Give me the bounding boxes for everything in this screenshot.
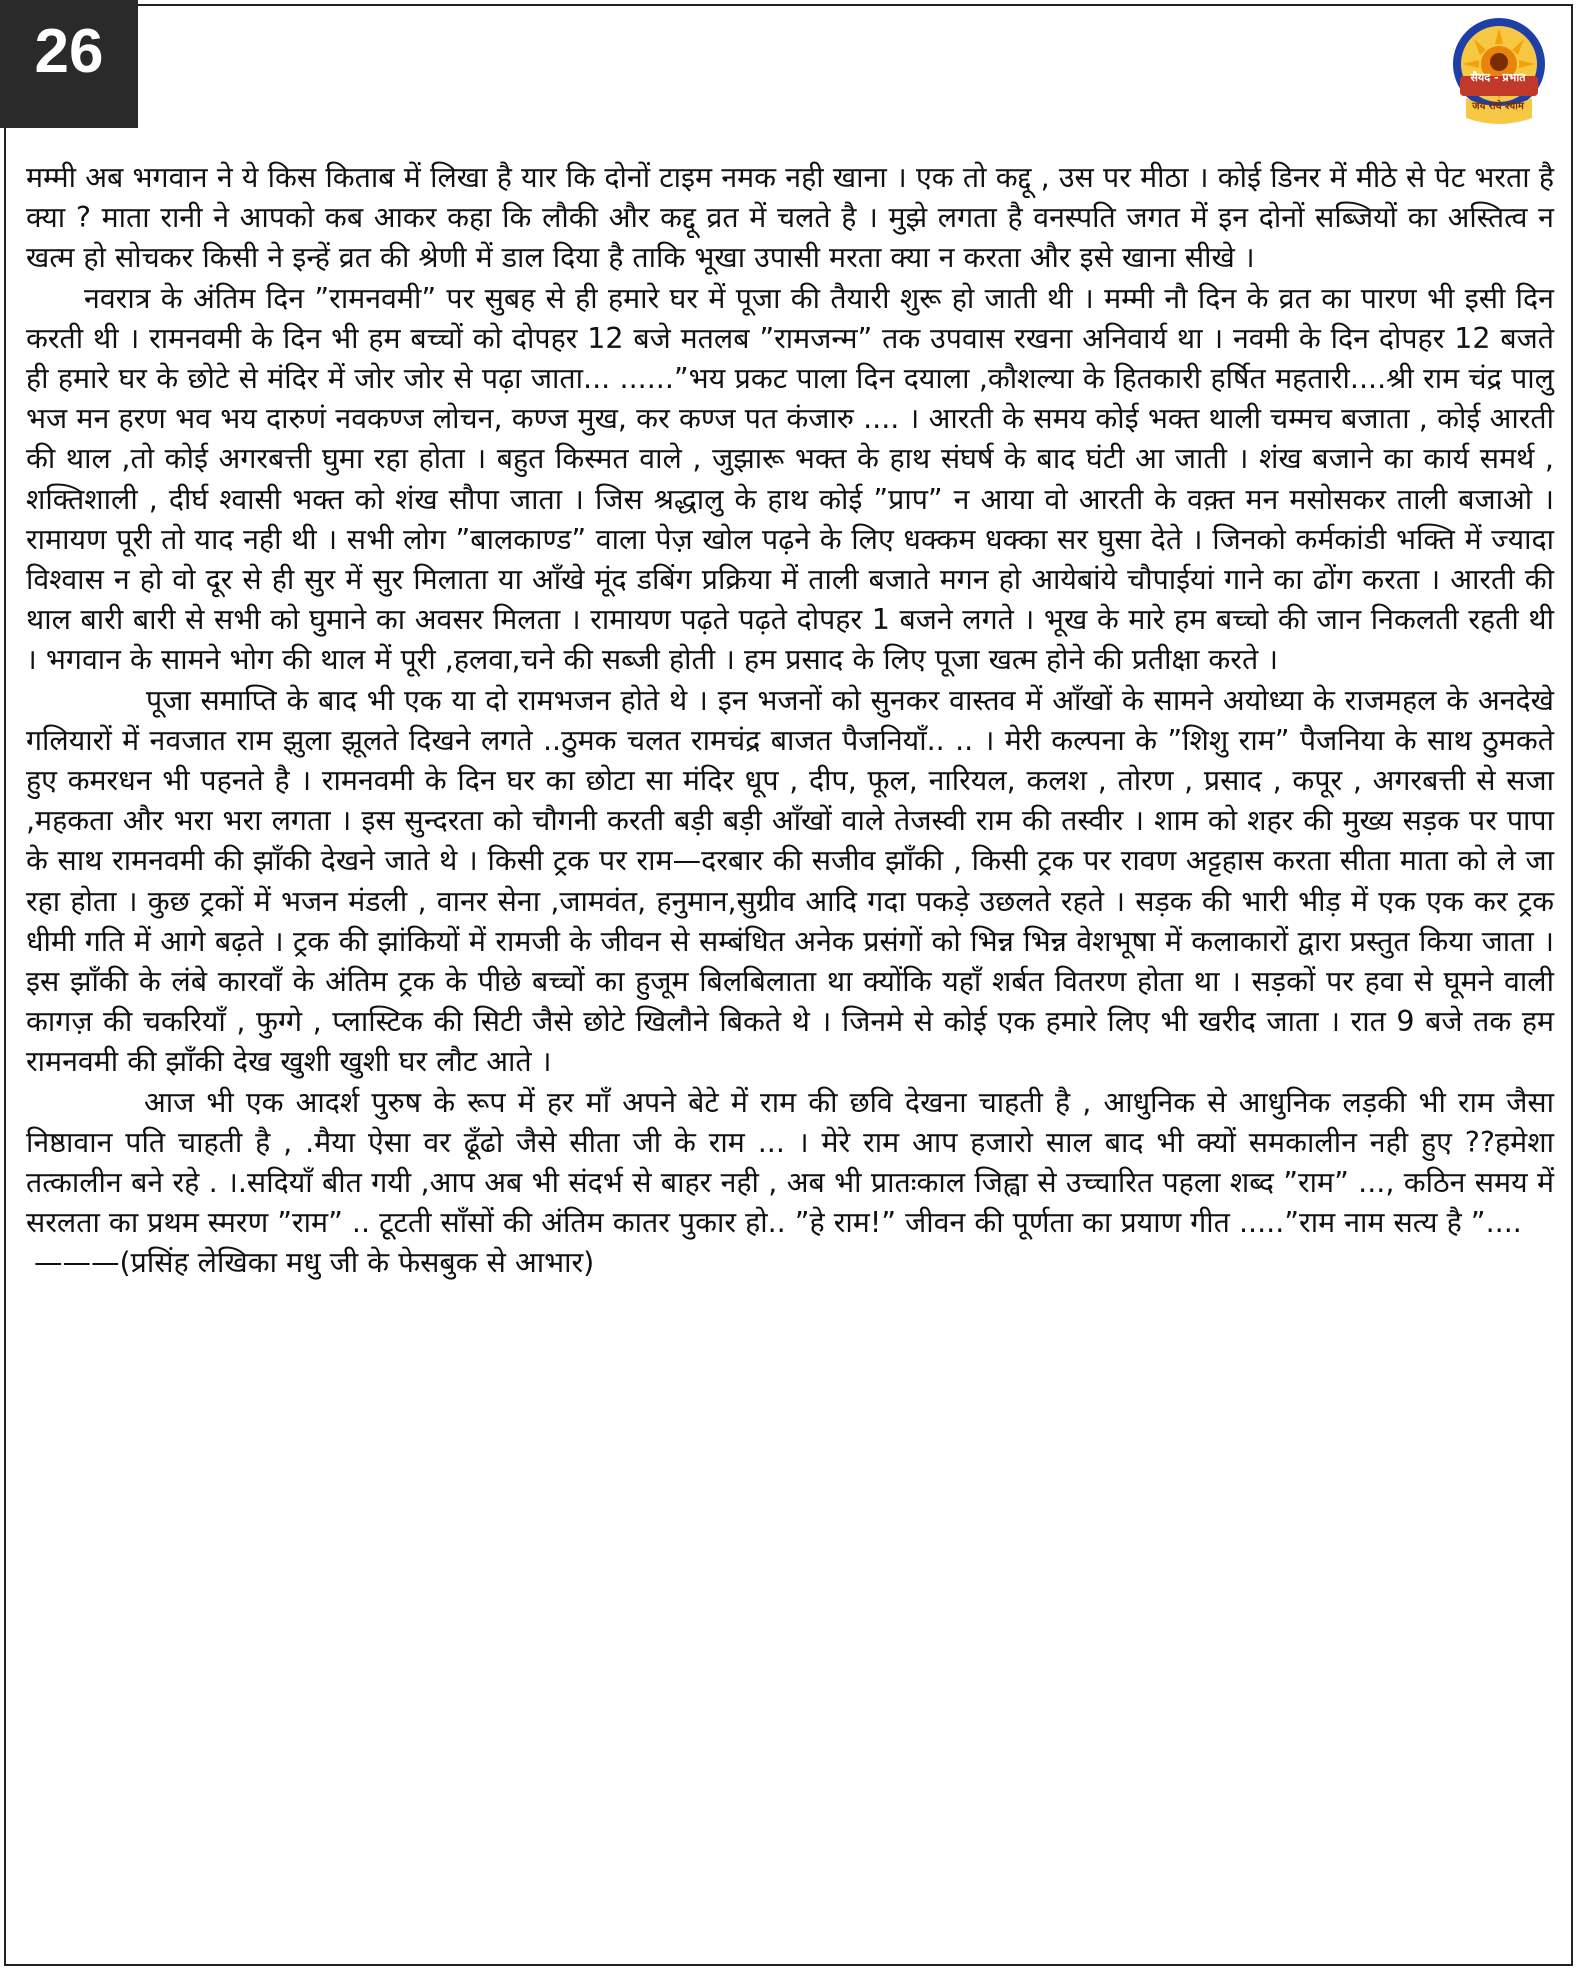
page-number: 26 — [0, 0, 138, 128]
paragraph-4: आज भी एक आदर्श पुरुष के रूप में हर माँ अपने बेटे में राम की छवि देखना चाहती है , आधुनिक से आधुनिक लड़की भी राम जैसा निष्ठावान पति चाहती है , .मैया ऐसा वर ढूँढो जैसे सीता जी के राम ... । मेरे राम आप हजारो साल बाद भी क्यों समकालीन नही हुए ??हमेशा तत्कालीन बने रहे . ।.सदियाँ बीत गयी ,आप अब भी संदर्भ से बाहर नही , अब भी प्रातःकाल जिह्वा से उच्चारित पहला शब्द ”राम” ..., कठिन समय में सरलता का प्रथम स्मरण ”राम” .. टूटती साँसों की अंतिम कातर पुकार हो.. ”हे राम!” जीवन की पूर्णता का प्रयाण गीत .....”राम नाम सत्य है ”.... — [26, 1085, 1554, 1240]
logo-tagline: जय राधे श्याम — [1472, 101, 1524, 112]
paragraph-3: पूजा समाप्ति के बाद भी एक या दो रामभजन होते थे । इन भजनों को सुनकर वास्तव में आँखों के सामने अयोध्या के राजमहल के अनदेखे गलियारों में नवजात राम झुला झूलते दिखने लगते ..ठुमक चलत रामचंद्र बाजत पैजनियाँ.. .. । मेरी कल्पना के ”शिशु राम” पैजनिया के साथ ठुमकते हुए कमरधन भी पहनते है । रामनवमी के दिन घर का छोटा सा मंदिर धूप , दीप, फूल, नारियल, कलश , तोरण , प्रसाद , कपूर , अगरबत्ती से सजा ,महकता और भरा भरा लगता । इस सुन्दरता को चौगनी करती बड़ी बड़ी आँखों वाले तेजस्वी राम की तस्वीर । शाम को शहर की मुख्य सड़क पर पापा के साथ रामनवमी की झाँकी देखने जाते थे । किसी ट्रक पर राम—दरबार की सजीव झाँकी , किसी ट्रक पर रावण अट्टहास करता सीता माता को ले जा रहा होता । कुछ ट्रकों में भजन मंडली , वानर सेना ,जामवंत, हनुमान,सुग्रीव आदि गदा पकड़े उछलते रहते । सड़क की भारी भीड़ में एक एक कर ट्रक धीमी गति में आगे बढ़ते । ट्रक की झांकियों में रामजी के जीवन से सम्बंधित अनेक प्रसंगों को भिन्न भिन्न वेशभूषा में कलाकारों द्वारा प्रस्तुत किया जाता । इस झाँकी के लंबे कारवाँ के अंतिम ट्रक के पीछे बच्चों का हुजूम बिलबिलाता था क्योंकि यहाँ शर्बत वितरण होता था । सड़कों पर हवा से घूमने वाली कागज़ की चकरियाँ , फुग्गे , प्लास्टिक की सिटी जैसे छोटे खिलौने बिकते थे । जिनमे से कोई एक हमारे लिए भी खरीद जाता । रात 9 बजे तक हम रामनवमी की झाँकी देख खुशी खुशी घर लौट आते । — [26, 683, 1554, 1079]
article-body — [26, 158, 1554, 1284]
credit-line: ———(प्रसिंह लेखिका मधु जी के फेसबुक से आभार) — [34, 1246, 595, 1280]
paragraph-1: मम्मी अब भगवान ने ये किस किताब में लिखा है यार कि दोनों टाइम नमक नही खाना । एक तो कद्दू , उस पर मीठा । कोई डिनर में मीठे से पेट भरता है क्या ? माता रानी ने आपको कब आकर कहा कि लौकी और कद्दू व्रत में चलते है । मुझे लगता है वनस्पति जगत में इन दोनों सब्जियों का अस्तित्व न खत्म हो सोचकर किसी ने इन्हें व्रत की श्रेणी में डाल दिया है ताकि भूखा उपासी मरता क्या न करता और इसे खाना सीखे । — [26, 161, 1554, 275]
paragraph-2: नवरात्र के अंतिम दिन ”रामनवमी” पर सुबह से ही हमारे घर में पूजा की तैयारी शुरू हो जाती थी । मम्मी नौ दिन के व्रत का पारण भी इसी दिन करती थी । रामनवमी के दिन भी हम बच्चों को दोपहर 12 बजे मतलब ”रामजन्म” तक उपवास रखना अनिवार्य था । नवमी के दिन दोपहर 12 बजते ही हमारे घर के छोटे से मंदिर में जोर जोर से पढ़ा जाता... ......”भय प्रकट पाला दिन दयाला ,कौशल्या के हितकारी हर्षित महतारी....श्री राम चंद्र पालु भज मन हरण भव भय दारुणं नवकण्ज लोचन, कण्ज मुख, कर कण्ज पत कंजारु .... । आरती के समय कोई भक्त थाली चम्मच बजाता , कोई आरती की थाल ,तो कोई अगरबत्ती घुमा रहा होता । बहुत किस्मत वाले , जुझारू भक्त के हाथ संघर्ष के बाद घंटी आ जाती । शंख बजाने का कार्य समर्थ , शक्तिशाली , दीर्घ श्वासी भक्त को शंख सौपा जाता । जिस श्रद्धालु के हाथ कोई ”प्राप” न आया वो आरती के वक़्त मन मसोसकर ताली बजाओ । रामायण पूरी तो याद नही थी । सभी लोग ”बालकाण्ड” वाला पेज़ खोल पढ़ने के लिए धक्कम धक्का सर घुसा देते । जिनको कर्मकांडी भक्ति में ज्यादा विश्वास न हो वो दूर से ही सुर में सुर मिलाता या आँखे मूंद डबिंग प्रक्रिया में ताली बजाते मगन हो आयेबांये चौपाईयां गाने का ढोंग करता । आरती की थाल बारी बारी से सभी को घुमाने का अवसर मिलता । रामायण पढ़ते पढ़ते दोपहर 1 बजने लगते । भूख के मारे हम बच्चो की जान निकलती रहती थी । भगवान के सामने भोग की थाल में पूरी ,हलवा,चने की सब्जी होती । हम प्रसाद के लिए पूजा खत्म होने की प्रतीक्षा करते । — [26, 281, 1554, 677]
logo-caption: सैयद - प्रभात — [1470, 71, 1526, 84]
